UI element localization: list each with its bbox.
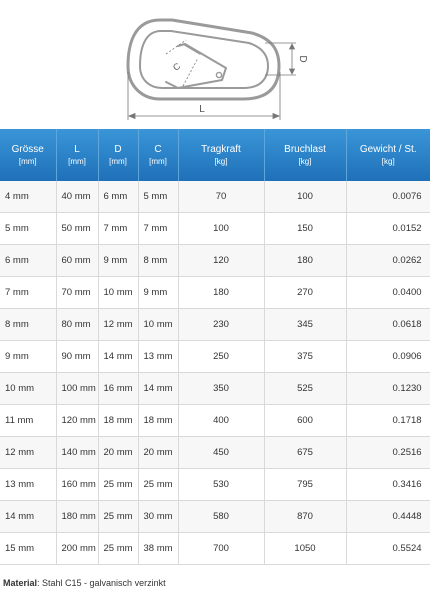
header-label: D [114, 144, 122, 155]
table-row [0, 309, 430, 341]
cell-c: 10 mm [138, 309, 178, 341]
cell-tragkraft: 120 [178, 245, 264, 277]
cell-groesse: 10 mm [0, 373, 56, 405]
cell-groesse: 12 mm [0, 437, 56, 469]
cell-bruchlast: 600 [264, 405, 346, 437]
table-row [0, 245, 430, 277]
cell-bruchlast: 675 [264, 437, 346, 469]
cell-gewicht: 0.0152 [346, 213, 430, 245]
cell-c: 18 mm [138, 405, 178, 437]
cell-tragkraft: 180 [178, 277, 264, 309]
cell-gewicht: 0.0618 [346, 309, 430, 341]
header-gewicht [346, 129, 430, 181]
carabiner-diagram [0, 0, 430, 126]
cell-gewicht: 0.4448 [346, 501, 430, 533]
table-row [0, 213, 430, 245]
cell-d: 14 mm [98, 341, 138, 373]
cell-bruchlast: 345 [264, 309, 346, 341]
cell-l: 60 mm [56, 245, 98, 277]
cell-d: 20 mm [98, 437, 138, 469]
table-row [0, 181, 430, 213]
cell-gewicht: 0.0262 [346, 245, 430, 277]
dimension-label-d: D [297, 55, 308, 63]
header-unit: [kg] [298, 157, 312, 166]
cell-c: 20 mm [138, 437, 178, 469]
material-label: Material [3, 578, 38, 588]
cell-l: 50 mm [56, 213, 98, 245]
dimension-label-c: C [171, 60, 183, 73]
cell-groesse: 11 mm [0, 405, 56, 437]
cell-groesse: 5 mm [0, 213, 56, 245]
cell-d: 25 mm [98, 469, 138, 501]
header-row [0, 129, 430, 181]
cell-c: 13 mm [138, 341, 178, 373]
cell-bruchlast: 150 [264, 213, 346, 245]
material-value: : Stahl C15 - galvanisch verzinkt [37, 578, 166, 588]
cell-l: 120 mm [56, 405, 98, 437]
cell-groesse: 9 mm [0, 341, 56, 373]
cell-d: 6 mm [98, 181, 138, 213]
specification-table [0, 129, 430, 565]
header-groesse [0, 129, 56, 181]
table-row [0, 405, 430, 437]
table-row [0, 469, 430, 501]
cell-tragkraft: 350 [178, 373, 264, 405]
table-row [0, 533, 430, 565]
cell-groesse: 6 mm [0, 245, 56, 277]
cell-c: 25 mm [138, 469, 178, 501]
cell-l: 140 mm [56, 437, 98, 469]
header-unit: [mm] [149, 157, 167, 166]
cell-tragkraft: 400 [178, 405, 264, 437]
cell-tragkraft: 700 [178, 533, 264, 565]
cell-gewicht: 0.0400 [346, 277, 430, 309]
header-d [98, 129, 138, 181]
cell-d: 10 mm [98, 277, 138, 309]
header-unit: [mm] [18, 157, 37, 166]
header-label: Bruchlast [284, 144, 326, 155]
cell-d: 25 mm [98, 533, 138, 565]
cell-c: 5 mm [138, 181, 178, 213]
cell-c: 30 mm [138, 501, 178, 533]
header-c [138, 129, 178, 181]
cell-c: 38 mm [138, 533, 178, 565]
header-tragkraft [178, 129, 264, 181]
header-unit: [mm] [68, 157, 86, 166]
dimension-lines [128, 40, 296, 120]
cell-l: 90 mm [56, 341, 98, 373]
cell-bruchlast: 795 [264, 469, 346, 501]
header-unit: [mm] [109, 157, 127, 166]
cell-l: 180 mm [56, 501, 98, 533]
cell-gewicht: 0.3416 [346, 469, 430, 501]
cell-gewicht: 0.5524 [346, 533, 430, 565]
cell-l: 160 mm [56, 469, 98, 501]
cell-d: 25 mm [98, 501, 138, 533]
carabiner-outline [128, 20, 279, 99]
header-unit: [kg] [381, 157, 395, 166]
table-row [0, 437, 430, 469]
cell-d: 12 mm [98, 309, 138, 341]
header-label: C [154, 144, 162, 155]
cell-bruchlast: 375 [264, 341, 346, 373]
cell-bruchlast: 525 [264, 373, 346, 405]
cell-groesse: 8 mm [0, 309, 56, 341]
cell-l: 70 mm [56, 277, 98, 309]
table-row [0, 373, 430, 405]
table-row [0, 277, 430, 309]
cell-groesse: 14 mm [0, 501, 56, 533]
header-bruchlast [264, 129, 346, 181]
cell-l: 80 mm [56, 309, 98, 341]
cell-d: 9 mm [98, 245, 138, 277]
cell-tragkraft: 230 [178, 309, 264, 341]
header-l [56, 129, 98, 181]
cell-gewicht: 0.0906 [346, 341, 430, 373]
cell-groesse: 13 mm [0, 469, 56, 501]
material-note [3, 578, 166, 588]
header-label: Gewicht / St. [359, 144, 417, 155]
cell-groesse: 15 mm [0, 533, 56, 565]
cell-c: 7 mm [138, 213, 178, 245]
cell-tragkraft: 530 [178, 469, 264, 501]
cell-groesse: 4 mm [0, 181, 56, 213]
cell-groesse: 7 mm [0, 277, 56, 309]
cell-l: 100 mm [56, 373, 98, 405]
table-row [0, 501, 430, 533]
cell-c: 14 mm [138, 373, 178, 405]
cell-l: 40 mm [56, 181, 98, 213]
cell-d: 16 mm [98, 373, 138, 405]
cell-gewicht: 0.1718 [346, 405, 430, 437]
cell-bruchlast: 180 [264, 245, 346, 277]
cell-gewicht: 0.1230 [346, 373, 430, 405]
cell-gewicht: 0.0076 [346, 181, 430, 213]
cell-gewicht: 0.2516 [346, 437, 430, 469]
cell-tragkraft: 100 [178, 213, 264, 245]
cell-bruchlast: 870 [264, 501, 346, 533]
table-row [0, 341, 430, 373]
cell-l: 200 mm [56, 533, 98, 565]
cell-c: 8 mm [138, 245, 178, 277]
cell-bruchlast: 1050 [264, 533, 346, 565]
cell-d: 7 mm [98, 213, 138, 245]
dimension-label-l: L [199, 104, 205, 115]
cell-bruchlast: 100 [264, 181, 346, 213]
cell-tragkraft: 250 [178, 341, 264, 373]
cell-bruchlast: 270 [264, 277, 346, 309]
header-unit: [kg] [214, 157, 228, 166]
header-label: Tragkraft [201, 144, 241, 155]
header-label: Grösse [11, 144, 44, 155]
cell-c: 9 mm [138, 277, 178, 309]
cell-tragkraft: 70 [178, 181, 264, 213]
header-label: L [74, 144, 80, 155]
cell-tragkraft: 580 [178, 501, 264, 533]
cell-d: 18 mm [98, 405, 138, 437]
cell-tragkraft: 450 [178, 437, 264, 469]
